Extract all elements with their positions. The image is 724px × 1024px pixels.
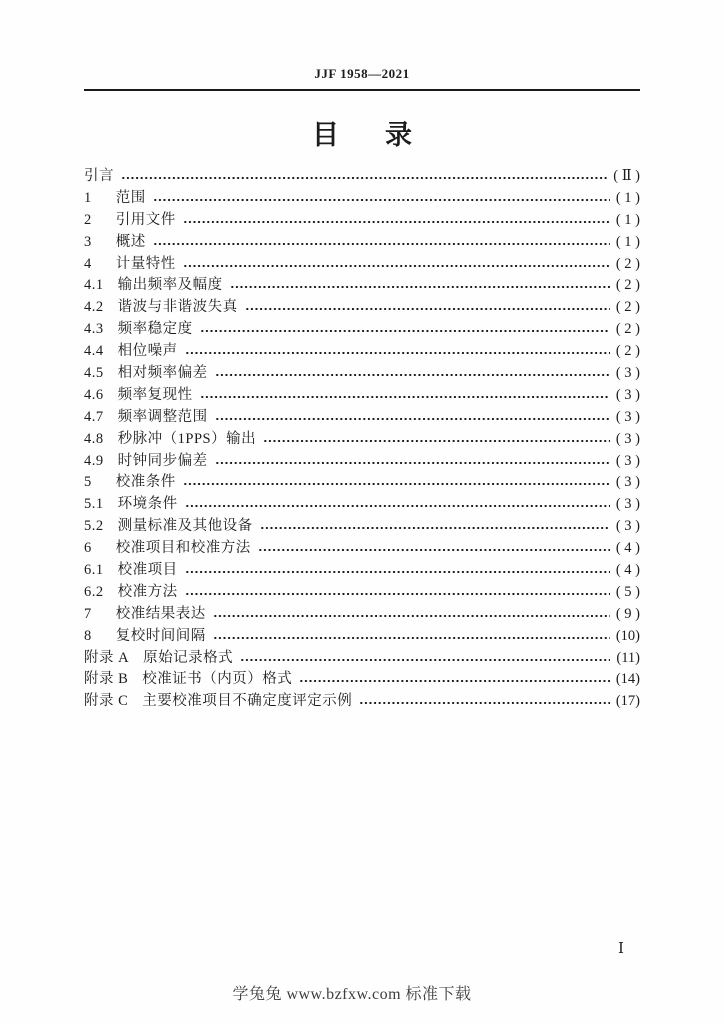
- dot-leader: [263, 438, 610, 444]
- dot-leader: [260, 525, 610, 531]
- toc-entry-number: 4.1: [84, 277, 104, 294]
- toc-entry: [84, 275, 640, 297]
- toc-entry-page: (14): [615, 671, 640, 688]
- toc-entry-title: 相对频率偏差: [117, 365, 208, 382]
- toc-entry-number: 5: [84, 474, 92, 491]
- toc-entry: [84, 691, 640, 713]
- toc-entry-title: 范围: [115, 189, 146, 206]
- toc-entry: [84, 297, 640, 319]
- toc-entry: [84, 319, 640, 341]
- toc-entry-title: 校准条件: [115, 474, 176, 491]
- dot-leader: [240, 657, 610, 663]
- toc-entry-page: (17): [615, 693, 640, 710]
- toc-entry-title: 时钟同步偏差: [117, 452, 208, 469]
- toc-entry-title: 输出频率及幅度: [117, 277, 223, 294]
- toc-entry: [84, 648, 640, 670]
- toc-entry: [84, 494, 640, 516]
- toc-entry-title: 复校时间间隔: [115, 627, 206, 644]
- toc-entry-page: ( 4 ): [615, 540, 640, 557]
- toc-entry: [84, 472, 640, 494]
- dot-leader: [200, 394, 610, 400]
- dot-leader: [185, 591, 610, 597]
- page-title-char-2: 录: [385, 120, 412, 150]
- toc-entry-title: 频率复现性: [117, 386, 193, 403]
- toc-entry: [84, 254, 640, 276]
- toc-entry-number: 6.2: [84, 583, 104, 600]
- toc-entry-page: ( 2 ): [615, 277, 640, 294]
- toc-entry: [84, 429, 640, 451]
- toc-entry-page: ( 2 ): [615, 343, 640, 360]
- toc-entry: [84, 407, 640, 429]
- toc-entry: [84, 538, 640, 560]
- dot-leader: [183, 263, 610, 269]
- toc-entry-title: 测量标准及其他设备: [117, 518, 253, 535]
- dot-leader: [185, 503, 610, 509]
- toc-entry-number: 6: [84, 540, 92, 557]
- toc-entry: [84, 582, 640, 604]
- toc-entry-page: ( 1 ): [615, 233, 640, 250]
- dot-leader: [213, 635, 610, 641]
- dot-leader: [359, 700, 610, 706]
- toc-entry-title: 概述: [115, 233, 146, 250]
- toc-entry-page: ( 1 ): [615, 189, 640, 206]
- dot-leader: [153, 197, 610, 203]
- toc-entry-number: 附录 B: [84, 671, 129, 688]
- toc-entry-number: 4.9: [84, 452, 104, 469]
- dot-leader: [185, 350, 610, 356]
- dot-leader: [258, 547, 610, 553]
- dot-leader: [183, 481, 610, 487]
- dot-leader: [245, 306, 610, 312]
- toc-list: [84, 166, 640, 713]
- dot-leader: [153, 241, 610, 247]
- toc-entry: [84, 560, 640, 582]
- toc-entry: [84, 385, 640, 407]
- toc-entry-page: ( 2 ): [615, 299, 640, 316]
- toc-entry-title: 校准结果表达: [115, 605, 206, 622]
- toc-entry-title: 秒脉冲（1PPS）输出: [117, 430, 257, 447]
- page-number: Ⅰ: [618, 941, 624, 957]
- toc-entry-number: 5.2: [84, 518, 104, 535]
- toc-entry-number: 4.4: [84, 343, 104, 360]
- toc-entry-title: 相位噪声: [117, 343, 178, 360]
- toc-entry-page: ( 3 ): [615, 430, 640, 447]
- toc-entry: [84, 341, 640, 363]
- toc-entry-page: ( 3 ): [615, 408, 640, 425]
- dot-leader: [299, 678, 610, 684]
- dot-leader: [213, 613, 610, 619]
- toc-entry-number: 4.3: [84, 321, 104, 338]
- toc-entry-title: 校准方法: [117, 583, 178, 600]
- toc-entry-number: 2: [84, 211, 92, 228]
- toc-entry-title: 谐波与非谐波失真: [117, 299, 238, 316]
- toc-entry-title: 计量特性: [115, 255, 176, 272]
- dot-leader: [215, 460, 610, 466]
- toc-entry-page: ( 4 ): [615, 562, 640, 579]
- toc-entry-page: ( 3 ): [615, 386, 640, 403]
- toc-entry-page: ( 1 ): [615, 211, 640, 228]
- toc-entry-page: ( 3 ): [615, 474, 640, 491]
- toc-entry-number: 附录 A: [84, 649, 130, 666]
- dot-leader: [183, 219, 610, 225]
- toc-entry-page: ( 3 ): [615, 365, 640, 382]
- toc-entry-page: ( Ⅱ ): [613, 168, 640, 184]
- dot-leader: [215, 416, 610, 422]
- toc-entry-title: 校准项目: [117, 562, 178, 579]
- toc-entry-page: ( 3 ): [615, 452, 640, 469]
- toc-entry-title: 频率调整范围: [117, 408, 208, 425]
- toc-entry: [84, 626, 640, 648]
- toc-entry: [84, 363, 640, 385]
- toc-entry-number: 4.7: [84, 408, 104, 425]
- running-header: JJF 1958—2021: [314, 66, 410, 81]
- toc-entry-page: (11): [616, 649, 640, 666]
- toc-entry-number: 8: [84, 627, 92, 644]
- toc-entry: [84, 516, 640, 538]
- toc-entry-page: ( 3 ): [615, 496, 640, 513]
- toc-entry: [84, 166, 640, 188]
- toc-entry-number: 4.8: [84, 430, 104, 447]
- toc-entry-title: 引言: [84, 168, 114, 184]
- toc-entry-page: (10): [615, 627, 640, 644]
- toc-entry-page: ( 9 ): [615, 605, 640, 622]
- toc-entry-page: ( 2 ): [615, 255, 640, 272]
- toc-entry-page: ( 3 ): [615, 518, 640, 535]
- toc-entry-number: 附录 C: [84, 693, 129, 710]
- toc-entry-number: 4.2: [84, 299, 104, 316]
- toc-entry-title: 环境条件: [117, 496, 178, 513]
- toc-entry-number: 4: [84, 255, 92, 272]
- toc-entry-number: 6.1: [84, 562, 104, 579]
- toc-entry-title: 校准证书（内页）格式: [142, 671, 293, 688]
- watermark-text: 学兔兔 www.bzfxw.com 标准下载: [232, 986, 472, 1003]
- toc-entry-number: 3: [84, 233, 92, 250]
- page-title-char-1: 目: [312, 120, 339, 150]
- toc-entry-title: 校准项目和校准方法: [115, 540, 251, 557]
- toc-entry-number: 5.1: [84, 496, 104, 513]
- toc-entry: [84, 451, 640, 473]
- dot-leader: [215, 372, 610, 378]
- header-rule: [84, 89, 640, 91]
- toc-entry-number: 1: [84, 189, 92, 206]
- dot-leader: [230, 284, 610, 290]
- toc-entry-page: ( 5 ): [615, 583, 640, 600]
- toc-entry: [84, 210, 640, 232]
- toc-entry: [84, 232, 640, 254]
- toc-entry-title: 主要校准项目不确定度评定示例: [142, 693, 353, 710]
- toc-entry: [84, 188, 640, 210]
- dot-leader: [200, 328, 610, 334]
- toc-entry: [84, 604, 640, 626]
- toc-entry-title: 引用文件: [115, 211, 176, 228]
- toc-entry-number: 7: [84, 605, 92, 622]
- toc-entry-title: 原始记录格式: [143, 649, 234, 666]
- dot-leader: [121, 175, 607, 181]
- toc-entry: [84, 669, 640, 691]
- toc-entry-number: 4.5: [84, 365, 104, 382]
- toc-entry-page: ( 2 ): [615, 321, 640, 338]
- page-title: [0, 119, 724, 151]
- toc-entry-number: 4.6: [84, 386, 104, 403]
- dot-leader: [185, 569, 610, 575]
- toc-entry-title: 频率稳定度: [117, 321, 193, 338]
